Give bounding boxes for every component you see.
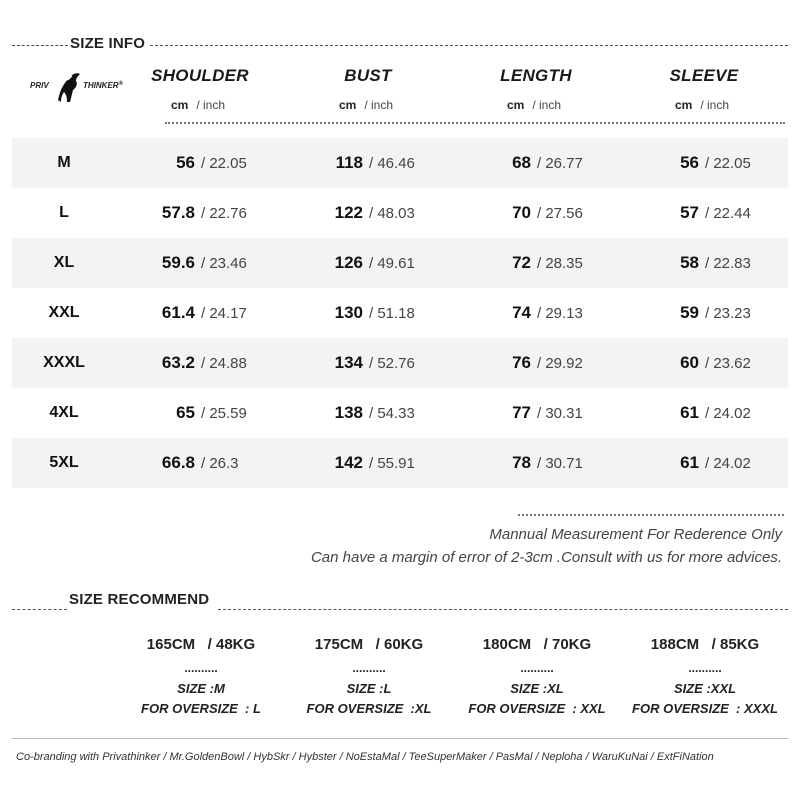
table-row bbox=[12, 238, 788, 288]
cm-value: 61.4 bbox=[161, 303, 195, 322]
column-unit bbox=[140, 98, 260, 112]
inch-value: / 29.92 bbox=[537, 355, 583, 372]
shoulder-cell bbox=[147, 238, 247, 288]
cm-value: 130 bbox=[334, 303, 363, 322]
inch-value: / 28.35 bbox=[537, 255, 583, 272]
size-label: 4XL bbox=[49, 404, 79, 421]
cm-value: 59 bbox=[680, 303, 699, 322]
column-header-sleeve bbox=[644, 66, 764, 112]
sleeve-cell bbox=[651, 138, 751, 188]
inch-value: / 24.02 bbox=[705, 405, 751, 422]
logo-text-right bbox=[83, 81, 123, 90]
table-row bbox=[12, 438, 788, 488]
unit-inch: / inch bbox=[364, 98, 394, 112]
cm-value: 142 bbox=[334, 453, 363, 472]
inch-value: / 55.91 bbox=[369, 455, 415, 472]
header-dotted-divider bbox=[165, 122, 785, 124]
cm-value: 58 bbox=[680, 253, 699, 272]
column-unit bbox=[476, 98, 596, 112]
inch-value: / 29.13 bbox=[537, 305, 583, 322]
inch-value: / 23.46 bbox=[201, 255, 247, 272]
bust-cell bbox=[315, 338, 415, 388]
length-cell bbox=[483, 238, 583, 288]
unit-cm: cm bbox=[339, 98, 357, 112]
inch-value: / 51.18 bbox=[369, 305, 415, 322]
size-label: L bbox=[59, 204, 69, 221]
column-header-bust bbox=[308, 66, 428, 112]
length-cell bbox=[483, 138, 583, 188]
cm-value: 70 bbox=[512, 203, 531, 222]
length-cell bbox=[483, 338, 583, 388]
inch-value: / 22.05 bbox=[705, 155, 751, 172]
sleeve-cell bbox=[651, 438, 751, 488]
shoulder-cell bbox=[147, 288, 247, 338]
table-row bbox=[12, 338, 788, 388]
height-weight: 165CM / 48KG bbox=[146, 636, 256, 653]
sleeve-cell bbox=[651, 238, 751, 288]
column-label: LENGTH bbox=[500, 66, 572, 85]
co-branding-footer: Co-branding with Privathinker / Mr.GoldenBowl / HybSkr / Hybster / NoEstaMal / TeeSuperMaker / PasMal / Neploha / WaruKuNai / ExtFiNation bbox=[16, 751, 714, 763]
cm-value: 118 bbox=[335, 153, 363, 172]
size-label: XL bbox=[53, 254, 75, 271]
cm-value: 138 bbox=[334, 403, 363, 422]
bust-cell bbox=[315, 238, 415, 288]
recommend-item bbox=[286, 636, 452, 716]
inch-value: / 30.31 bbox=[537, 405, 583, 422]
size-recommend-divider-right bbox=[218, 609, 788, 610]
inch-value: / 54.33 bbox=[369, 405, 415, 422]
separator-dots: .......... bbox=[184, 661, 218, 675]
column-header-shoulder bbox=[140, 66, 260, 112]
inch-value: / 24.88 bbox=[201, 355, 247, 372]
cm-value: 61 bbox=[680, 403, 699, 422]
size-label: XXL bbox=[48, 304, 80, 321]
brand-logo bbox=[28, 70, 128, 104]
logo-registered-mark: ® bbox=[118, 81, 123, 87]
cm-value: 77 bbox=[512, 403, 531, 422]
size-recommend-title: SIZE RECOMMEND bbox=[69, 591, 210, 608]
cm-value: 56 bbox=[176, 153, 195, 172]
cm-value: 66.8 bbox=[161, 453, 195, 472]
error-margin-note: Can have a margin of error of 2-3cm .Consult with us for more advices. bbox=[310, 549, 782, 566]
bust-cell bbox=[315, 438, 415, 488]
size-info-title: SIZE INFO bbox=[70, 35, 146, 52]
inch-value: / 27.56 bbox=[537, 205, 583, 222]
unit-cm: cm bbox=[507, 98, 525, 112]
size-recommend-divider-left bbox=[12, 609, 67, 610]
cm-value: 61 bbox=[680, 453, 699, 472]
column-label: SHOULDER bbox=[151, 66, 249, 85]
inch-value: / 25.59 bbox=[201, 405, 247, 422]
height-weight: 188CM / 85KG bbox=[650, 636, 760, 653]
inch-value: / 22.44 bbox=[705, 205, 751, 222]
cm-value: 56 bbox=[680, 153, 699, 172]
inch-value: / 48.03 bbox=[369, 205, 415, 222]
measurement-note: Mannual Measurement For Rederence Only bbox=[489, 526, 782, 543]
unit-inch: / inch bbox=[532, 98, 562, 112]
height-weight: 180CM / 70KG bbox=[482, 636, 592, 653]
column-label: BUST bbox=[344, 66, 392, 85]
cm-value: 60 bbox=[680, 353, 699, 372]
oversize-recommendation: FOR OVERSIZE : L bbox=[141, 701, 261, 716]
shoulder-cell bbox=[147, 388, 247, 438]
column-header-length bbox=[476, 66, 596, 112]
separator-dots: .......... bbox=[520, 661, 554, 675]
height-weight: 175CM / 60KG bbox=[314, 636, 424, 653]
cm-value: 65 bbox=[176, 403, 195, 422]
shoulder-cell bbox=[147, 138, 247, 188]
recommend-item bbox=[454, 636, 620, 716]
separator-dots: .......... bbox=[688, 661, 722, 675]
size-info-divider-right bbox=[150, 45, 788, 46]
bust-cell bbox=[315, 138, 415, 188]
inch-value: / 22.05 bbox=[201, 155, 247, 172]
oversize-recommendation: FOR OVERSIZE : XXL bbox=[468, 701, 606, 716]
shoulder-cell bbox=[147, 338, 247, 388]
table-row bbox=[12, 138, 788, 188]
sleeve-cell bbox=[651, 188, 751, 238]
inch-value: / 23.62 bbox=[705, 355, 751, 372]
recommend-item bbox=[620, 636, 790, 716]
cm-value: 63.2 bbox=[161, 353, 195, 372]
unit-inch: / inch bbox=[196, 98, 226, 112]
table-row bbox=[12, 188, 788, 238]
length-cell bbox=[483, 288, 583, 338]
sleeve-cell bbox=[651, 388, 751, 438]
unit-inch: / inch bbox=[700, 98, 730, 112]
logo-text-right-word: THINKER bbox=[83, 81, 119, 90]
cm-value: 68 bbox=[512, 153, 531, 172]
length-cell bbox=[483, 388, 583, 438]
cm-value: 78 bbox=[512, 453, 531, 472]
separator-dots: .......... bbox=[352, 661, 386, 675]
recommended-size: SIZE :L bbox=[346, 681, 392, 696]
cm-value: 126 bbox=[334, 253, 363, 272]
length-cell bbox=[483, 438, 583, 488]
cm-value: 57 bbox=[680, 203, 699, 222]
oversize-recommendation: FOR OVERSIZE :XL bbox=[306, 701, 432, 716]
sleeve-cell bbox=[651, 338, 751, 388]
panther-logo-icon bbox=[54, 70, 84, 104]
sleeve-cell bbox=[651, 288, 751, 338]
recommended-size: SIZE :M bbox=[177, 681, 225, 696]
footer-divider bbox=[12, 738, 788, 739]
inch-value: / 52.76 bbox=[369, 355, 415, 372]
cm-value: 72 bbox=[512, 253, 531, 272]
cm-value: 74 bbox=[512, 303, 531, 322]
column-unit bbox=[308, 98, 428, 112]
inch-value: / 46.46 bbox=[369, 155, 415, 172]
inch-value: / 26.3 bbox=[201, 455, 239, 472]
recommended-size: SIZE :XXL bbox=[673, 681, 737, 696]
bust-cell bbox=[315, 288, 415, 338]
size-info-divider-left bbox=[12, 45, 68, 46]
size-label: 5XL bbox=[49, 454, 79, 471]
cm-value: 59.6 bbox=[161, 253, 195, 272]
unit-cm: cm bbox=[171, 98, 189, 112]
inch-value: / 30.71 bbox=[537, 455, 583, 472]
inch-value: / 24.02 bbox=[705, 455, 751, 472]
cm-value: 57.8 bbox=[161, 203, 195, 222]
bust-cell bbox=[315, 188, 415, 238]
recommended-size: SIZE :XL bbox=[510, 681, 564, 696]
column-label: SLEEVE bbox=[669, 66, 739, 85]
inch-value: / 49.61 bbox=[369, 255, 415, 272]
inch-value: / 23.23 bbox=[705, 305, 751, 322]
cm-value: 134 bbox=[334, 353, 363, 372]
notes-dotted-divider bbox=[518, 514, 784, 516]
cm-value: 122 bbox=[334, 203, 363, 222]
inch-value: / 26.77 bbox=[537, 155, 583, 172]
size-label: M bbox=[57, 154, 71, 171]
shoulder-cell bbox=[147, 438, 239, 488]
length-cell bbox=[483, 188, 583, 238]
recommend-item bbox=[118, 636, 284, 716]
oversize-recommendation: FOR OVERSIZE : XXXL bbox=[632, 701, 778, 716]
shoulder-cell bbox=[147, 188, 247, 238]
size-label: XXXL bbox=[43, 354, 85, 371]
bust-cell bbox=[315, 388, 415, 438]
logo-text-left: PRIV bbox=[30, 81, 49, 90]
inch-value: / 24.17 bbox=[201, 305, 247, 322]
table-row bbox=[12, 388, 788, 438]
unit-cm: cm bbox=[675, 98, 693, 112]
inch-value: / 22.83 bbox=[705, 255, 751, 272]
inch-value: / 22.76 bbox=[201, 205, 247, 222]
cm-value: 76 bbox=[512, 353, 531, 372]
column-unit bbox=[644, 98, 764, 112]
table-row bbox=[12, 288, 788, 338]
